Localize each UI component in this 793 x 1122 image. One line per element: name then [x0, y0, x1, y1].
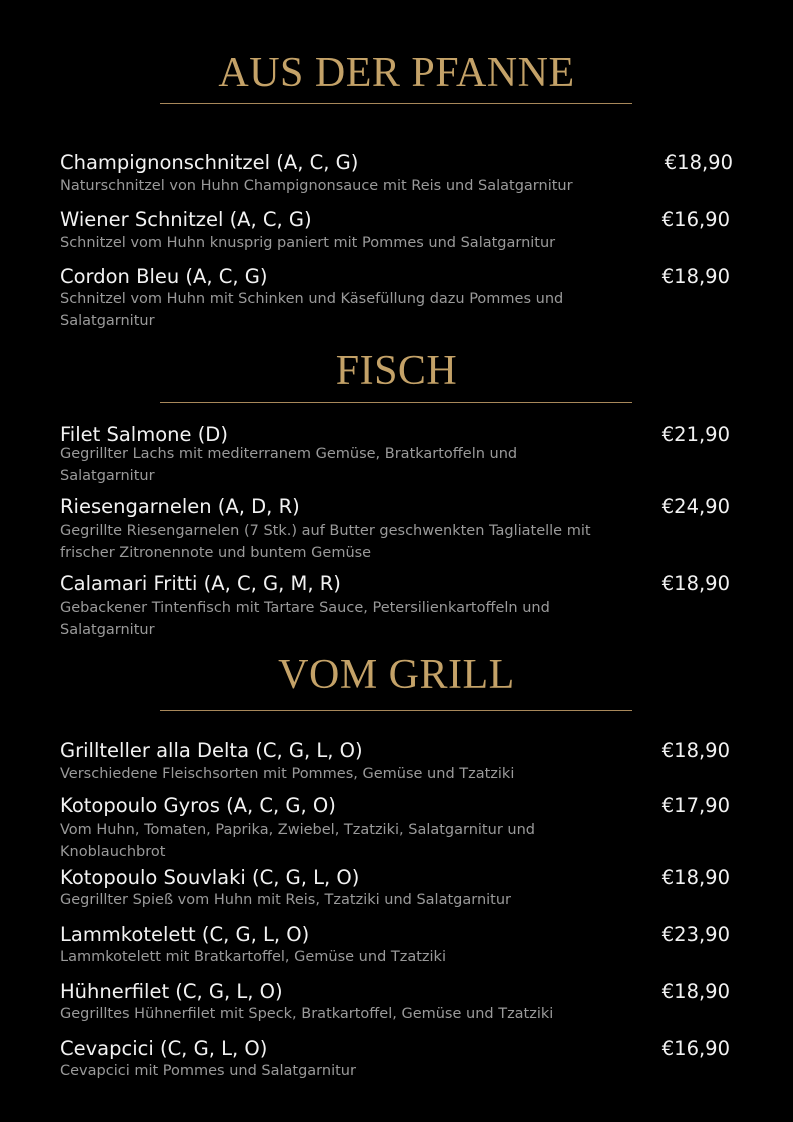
item-description: Schnitzel vom Huhn knusprig paniert mit Pommes und Salatgarnitur: [60, 235, 556, 251]
item-price: €16,90: [661, 208, 730, 231]
item-description: Vom Huhn, Tomaten, Paprika, Zwiebel, Tzatziki, Salatgarnitur und Knoblauchbrot: [60, 822, 535, 860]
item-description: Cevapcici mit Pommes und Salatgarnitur: [60, 1063, 356, 1079]
item-name: Cordon Bleu (A, C, G): [60, 265, 268, 288]
item-description: Gegrillter Lachs mit mediterranem Gemüse, Bratkartoffeln und Salatgarnitur: [60, 446, 518, 484]
item-price: €18,90: [661, 980, 730, 1003]
item-description: Lammkotelett mit Bratkartoffel, Gemüse und Tzatziki: [60, 949, 446, 965]
item-description: Gegrillte Riesengarnelen (7 Stk.) auf Butter geschwenkten Tagliatelle mit frischer Zitronennote und buntem Gemüse: [60, 523, 591, 561]
section-divider: [160, 710, 632, 711]
section-title-vom-grill: VOM GRILL: [278, 652, 515, 698]
item-price: €16,90: [661, 1037, 730, 1060]
item-name: Riesengarnelen (A, D, R): [60, 495, 300, 518]
item-name: Filet Salmone (D): [60, 423, 228, 446]
item-price: €23,90: [661, 923, 730, 946]
item-price: €21,90: [661, 423, 730, 446]
item-price: €18,90: [661, 739, 730, 762]
item-price: €18,90: [661, 265, 730, 288]
item-description: Verschiedene Fleischsorten mit Pommes, Gemüse und Tzatziki: [60, 766, 515, 782]
section-divider: [160, 402, 632, 403]
item-price: €17,90: [661, 794, 730, 817]
item-description: Gebackener Tintenfisch mit Tartare Sauce, Petersilienkartoffeln und Salatgarnitur: [60, 600, 550, 638]
item-name: Lammkotelett (C, G, L, O): [60, 923, 310, 946]
item-price: €18,90: [661, 866, 730, 889]
item-description: Gegrillter Spieß vom Huhn mit Reis, Tzatziki und Salatgarnitur: [60, 892, 511, 908]
item-price: €24,90: [661, 495, 730, 518]
item-name: Wiener Schnitzel (A, C, G): [60, 208, 312, 231]
item-description: Gegrilltes Hühnerfilet mit Speck, Bratkartoffel, Gemüse und Tzatziki: [60, 1006, 554, 1022]
item-name: Kotopoulo Souvlaki (C, G, L, O): [60, 866, 360, 889]
section-title-aus-der-pfanne: AUS DER PFANNE: [218, 50, 575, 96]
section-title-fisch: FISCH: [335, 348, 458, 394]
item-name: Kotopoulo Gyros (A, C, G, O): [60, 794, 336, 817]
item-name: Champignonschnitzel (A, C, G): [60, 151, 359, 174]
item-description: Schnitzel vom Huhn mit Schinken und Käsefüllung dazu Pommes und Salatgarnitur: [60, 291, 564, 329]
section-divider: [160, 103, 632, 104]
item-description: Naturschnitzel von Huhn Champignonsauce mit Reis und Salatgarnitur: [60, 178, 573, 194]
item-name: Grillteller alla Delta (C, G, L, O): [60, 739, 363, 762]
item-name: Calamari Fritti (A, C, G, M, R): [60, 572, 341, 595]
item-name: Cevapcici (C, G, L, O): [60, 1037, 268, 1060]
item-price: €18,90: [661, 572, 730, 595]
item-name: Hühnerfilet (C, G, L, O): [60, 980, 283, 1003]
item-price: €18,90: [664, 151, 733, 174]
